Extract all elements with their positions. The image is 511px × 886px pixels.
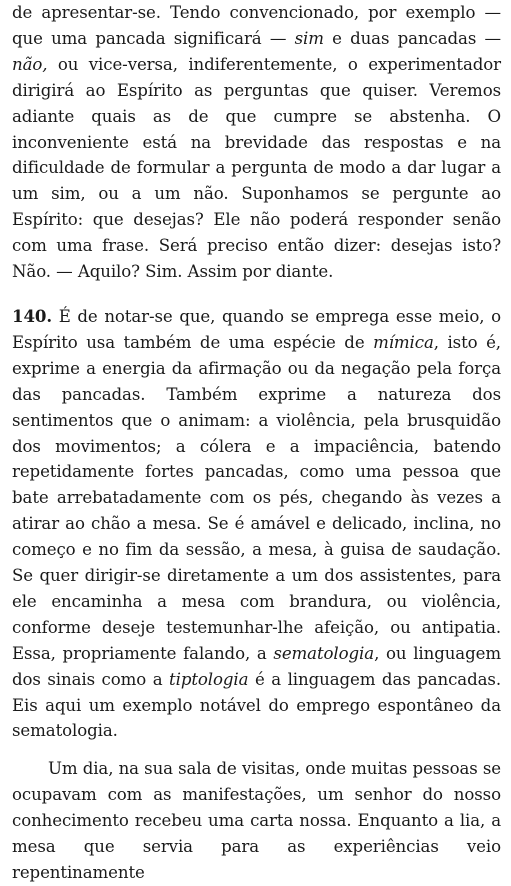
paragraph-gap: [12, 285, 501, 304]
paragraph-1: [12, 0, 501, 285]
paragraph-140-text-e: , ou linguagem dos sinais como a: [12, 643, 501, 689]
paragraph-140-text-g: é a linguagem das pancadas. Eis aqui um exemplo notável do emprego espontâneo da sematologia.: [12, 669, 501, 741]
paragraph-140-italic-mimica: mímica: [373, 332, 434, 352]
paragraph-140-italic-tiptologia: tiptologia: [169, 669, 249, 689]
paragraph-1-italic-nao: não,: [12, 54, 48, 74]
paragraph-1-text-e: ou vice-versa, indiferentemente, o experimentador dirigirá ao Espírito as perguntas que quiser. Veremos adiante quais as de que cumpre se abstenha. O inconveniente está na brevidade das respostas e na dificuldade de formular a pergunta de modo a dar lugar a um sim, ou a um não. Suponhamos se pergunte ao Espírito: que desejas? Ele não poderá responder senão com uma frase. Será preciso então dizer: desejas isto? Não. — Aquilo? Sim. Assim por diante.: [12, 54, 501, 282]
paragraph-gap: [12, 744, 501, 756]
paragraph-1-italic-sim: sim: [294, 28, 324, 48]
paragraph-140-text-a: É de notar-se que, quando se emprega esse meio, o Espírito usa também de uma espécie de: [12, 306, 501, 352]
paragraph-140-italic-sematologia: sematologia: [273, 643, 375, 663]
paragraph-3: [12, 756, 501, 886]
paragraph-140-text-c: , isto é, exprime a energia da afirmação ou da negação pela força das pancadas. Também exprime a natureza dos sentimentos que o animam: a violência, pela brusquidão dos movimentos; a cólera e a impaciência, batendo repetidamente fortes pancadas, como uma pessoa que bate arrebatadamente com os pés, chegando às vezes a atirar ao chão a mesa. Se é amável e delicado, inclina, no começo e no fim da sessão, a mesa, à guisa de saudação. Se quer dirigir-se diretamente a um dos assistentes, para ele encaminha a mesa com brandura, ou violência, conforme deseje testemunhar-lhe afeição, ou antipatia. Essa, propriamente falando, a: [12, 332, 501, 663]
book-page: [12, 0, 501, 886]
paragraph-1-text-a: de apresentar-se. Tendo convencionado, por exemplo — que uma pancada significará —: [12, 3, 501, 48]
paragraph-1-text-c: e duas pancadas —: [323, 28, 502, 48]
paragraph-number: 140.: [12, 305, 53, 326]
paragraph-3-text: Um dia, na sua sala de visitas, onde muitas pessoas se ocupavam com as manifestações, um senhor do nosso conhecimento recebeu uma carta nossa. Enquanto a lia, a mesa que servia para as experiências veio repentinamente: [12, 759, 501, 882]
paragraph-140: [12, 304, 501, 744]
